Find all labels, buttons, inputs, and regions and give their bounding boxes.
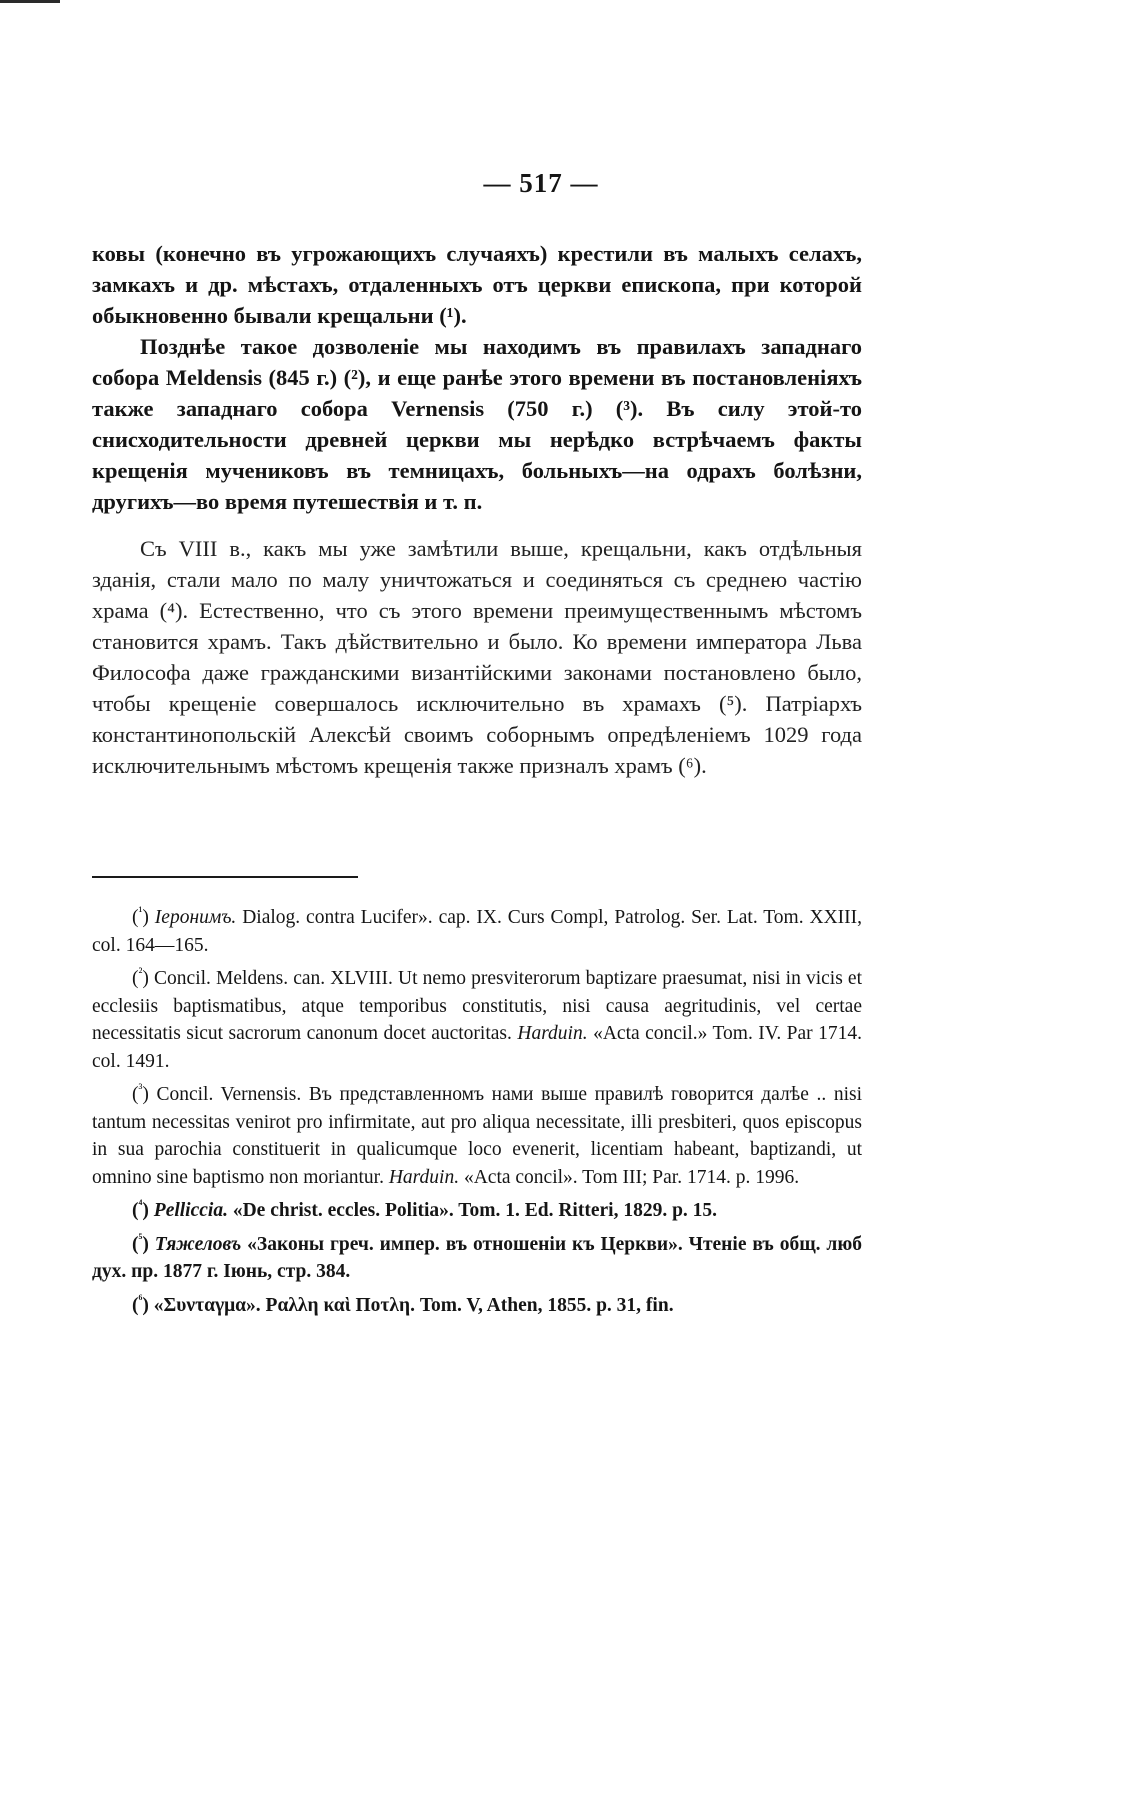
- footnote-divider: [92, 876, 358, 878]
- footnote-text: Dialog. contra Lucifer». cap. IX. Curs Compl, Patrolog. Ser. Lat. Tom. XXIII, col. 164—165.: [92, 907, 863, 956]
- footnotes-section: [92, 904, 862, 1325]
- body-paragraph: ковы (конечно въ угрожающихъ случаяхъ) крестили въ малыхъ селахъ, замкахъ и др. мѣстахъ, отдаленныхъ отъ церкви епископа, при которой обыкновенно бывали крещальни (¹).: [92, 241, 862, 328]
- footnote-marker: ⁴: [138, 1196, 143, 1212]
- footnote-source: Harduin.: [517, 1023, 588, 1044]
- scan-edge-mark: [0, 0, 60, 3]
- footnote-3: ($^{^3}$) Concil. Vernensis. Въ представленномъ нами выше правилѣ говорится далѣе .. nisi tantum necessitas venirot pro infirmitate, aut pro aliqua necessitate, illi presbiteri, quos episcopus in sua parochia constituerit in qualicumque loco evenerit, licentiam habeant, baptizandi, ut omnino sine baptismo non moriantur. Harduin. «Acta concil». Tom III; Par. 1714. p. 1996.: [92, 1080, 862, 1188]
- footnote-marker: ⁵: [138, 1230, 143, 1245]
- footnote-text: «Συνταγμα». Ραλλη καὶ Ποτλη. Tom. V, Athen, 1855. p. 31, fin.: [153, 1294, 674, 1316]
- footnote-marker: ⁶: [138, 1291, 143, 1306]
- footnote-marker: ²: [138, 964, 143, 980]
- footnote-2: ($^{^2}$) Concil. Meldens. can. XLVIII. Ut nemo presviterorum baptizare praesumat, nisi in vicis et ecclesiis baptismatibus, atque temporibus constitutis, nisi causa aegritudinis, vel certae necessitatis sicut sacrorum canonum docet auctoritas. Harduin. «Acta concil.» Tom. IV. Par 1714. col. 1491.: [92, 964, 863, 1072]
- footnote-text: «Законы греч. импер. въ отношеніи къ Церкви». Чтеніе въ общ. люб дух. пр. 1877 г. Іюнь, стр. 384.: [92, 1233, 863, 1282]
- footnote-author: Іеронимъ.: [154, 907, 237, 928]
- footnote-6: ($^{^6}$) «Συνταγμα». Ραλλη καὶ Ποτλη. Tom. V, Athen, 1855. p. 31, fin.: [132, 1291, 674, 1316]
- body-paragraph: Позднѣе такое дозволеніе мы находимъ въ правилахъ западнаго собора Meldensis (845 г.) (²), и еще ранѣе этого времени въ постановленіяхъ также западнаго собора Vernensis (750 г.) (³). Въ силу этой-то снисходительности древней церкви мы нерѣдко встрѣчаемъ факты крещенія мучениковъ въ темницахъ, больныхъ—на одрахъ болѣзни, другихъ—во время путешествія и т. п.: [92, 334, 862, 514]
- main-body-text: [92, 238, 862, 781]
- footnote-tail: «Acta concil». Tom III; Par. 1714. p. 1996.: [463, 1166, 800, 1188]
- footnote-marker: ¹: [138, 903, 143, 919]
- footnote-text: Concil. Vernensis. Въ представленномъ нами выше правилѣ говорится далѣе .. nisi tantum necessitas venirot pro infirmitate, aut pro aliqua necessitate, illi presbiteri, quos episcopus in sua parochia constituerit in qualicumque loco evenerit, licentiam habeant, baptizandi, ut omnino sine baptismo non moriantur.: [92, 1084, 862, 1188]
- footnote-text: Concil. Meldens. can. XLVIII. Ut nemo presviterorum baptizare praesumat, nisi in vicis et ecclesiis baptismatibus, atque temporibus constitutis, nisi causa aegritudinis, vel certae necessitatis sicut sacrorum canonum docet auctoritas.: [92, 968, 862, 1044]
- footnote-4: ($^{^4}$) Pelliccia. «De christ. eccles. Politia». Tom. 1. Ed. Ritteri, 1829. p. 15.: [132, 1196, 718, 1221]
- footnote-marker: ³: [138, 1080, 143, 1096]
- footnote-tail: «Acta concil.» Tom. IV. Par 1714. col. 1491.: [92, 1023, 863, 1072]
- footnote-author: Тяжеловъ: [154, 1233, 242, 1255]
- footnote-1: ($^{^1}$) Іеронимъ. Dialog. contra Lucifer». cap. IX. Curs Compl, Patrolog. Ser. Lat. Tom. XXIII, col. 164—165.: [92, 903, 863, 956]
- page-number: — 517 —: [483, 168, 599, 198]
- footnote-5: ($^{^5}$) Тяжеловъ «Законы греч. импер. въ отношеніи къ Церкви». Чтеніе въ общ. люб дух. пр. 1877 г. Іюнь, стр. 384.: [92, 1230, 863, 1282]
- footnote-source: Harduin.: [388, 1166, 460, 1188]
- footnote-author: Pelliccia.: [153, 1200, 228, 1221]
- footnote-text: «De christ. eccles. Politia». Tom. 1. Ed. Ritteri, 1829. p. 15.: [232, 1200, 718, 1221]
- body-paragraph: Съ VIII в., какъ мы уже замѣтили выше, крещальни, какъ отдѣльныя зданія, стали мало по малу уничтожаться и соединяться съ среднею частію храма (⁴). Естественно, что съ этого времени преимущественнымъ мѣстомъ становится храмъ. Такъ дѣйствительно и было. Ко времени императора Льва Философа даже гражданскими византійскими законами постановлено было, чтобы крещеніе совершалось исключительно въ храмахъ (⁵). Патріархъ константинопольскій Алексѣй своимъ соборнымъ опредѣленіемъ 1029 года исключительнымъ мѣстомъ крещенія также призналъ храмъ (⁶).: [92, 536, 862, 778]
